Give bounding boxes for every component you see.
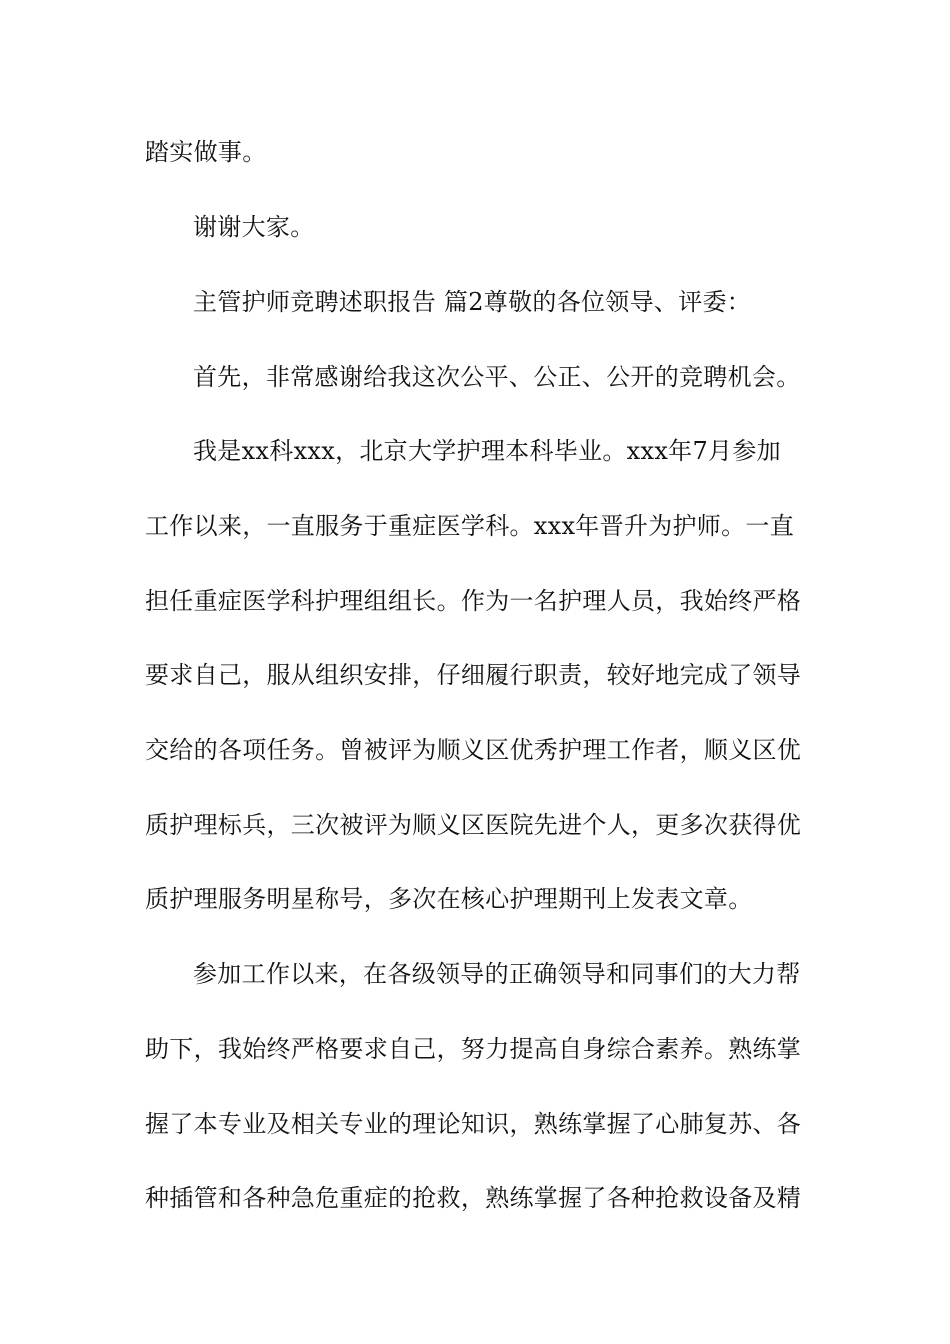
text-line: 助下，我始终严格要求自己，努力提高自身综合素养。熟练掌 — [145, 1035, 802, 1063]
text-line: 质护理服务明星称号，多次在核心护理期刊上发表文章。 — [145, 885, 753, 913]
section-heading: 主管护师竞聘述职报告 篇2尊敬的各位领导、评委： — [193, 288, 752, 316]
text-line: 首先，非常感谢给我这次公平、公正、公开的竞聘机会。 — [193, 363, 801, 391]
text-line: 握了本专业及相关专业的理论知识，熟练掌握了心肺复苏、各 — [145, 1110, 802, 1138]
text-line: 踏实做事。 — [145, 138, 267, 166]
text-line: 工作以来，一直服务于重症医学科。xxx年晋升为护师。一直 — [145, 512, 795, 540]
text-line: 担任重症医学科护理组组长。作为一名护理人员，我始终严格 — [145, 587, 802, 615]
text-line: 质护理标兵，三次被评为顺义区医院先进个人，更多次获得优 — [145, 811, 802, 839]
text-line: 交给的各项任务。曾被评为顺义区优秀护理工作者，顺义区优 — [145, 736, 802, 764]
text-line: 要求自己，服从组织安排，仔细履行职责，较好地完成了领导 — [145, 661, 802, 689]
text-line: 参加工作以来，在各级领导的正确领导和同事们的大力帮 — [193, 960, 801, 988]
text-line: 种插管和各种急危重症的抢救，熟练掌握了各种抢救设备及精 — [145, 1184, 802, 1212]
text-line: 谢谢大家。 — [193, 213, 315, 241]
text-line: 我是xx科xxx，北京大学护理本科毕业。xxx年7月参加 — [193, 437, 781, 465]
